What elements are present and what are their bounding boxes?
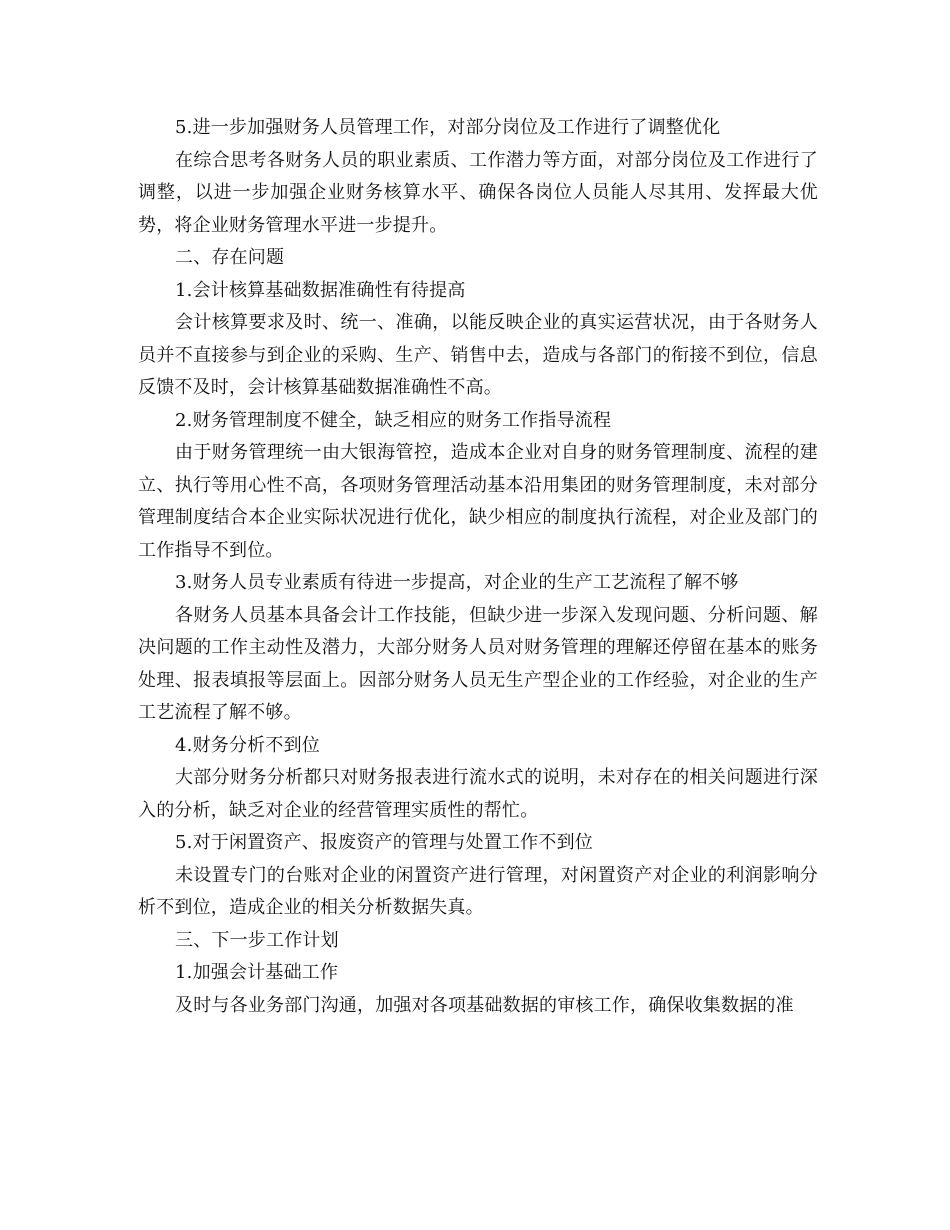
section-heading: 1.加强会计基础工作 bbox=[175, 962, 339, 983]
body-paragraph: 大部分财务分析都只对财务报表进行流水式的说明，未对存在的相关问题进行深入的分析，缺乏对企业的经营管理实质性的帮忙。 bbox=[138, 767, 818, 821]
body-paragraph: 由于财务管理统一由大银海管控，造成本企业对自身的财务管理制度、流程的建立、执行等用心性不高，各项财务管理活动基本沿用集团的财务管理制度，未对部分管理制度结合本企业实际状况进行优化，缺少相应的制度执行流程，对企业及部门的工作指导不到位。 bbox=[138, 442, 818, 561]
body-paragraph: 会计核算要求及时、统一、准确，以能反映企业的真实运营状况，由于各财务人员并不直接参与到企业的采购、生产、销售中去，造成与各部门的衔接不到位，信息反馈不及时，会计核算基础数据准确性不高。 bbox=[138, 312, 818, 398]
section-heading: 3.财务人员专业素质有待进一步提高，对企业的生产工艺流程了解不够 bbox=[175, 572, 739, 593]
section-heading: 5.进一步加强财务人员管理工作，对部分岗位及工作进行了调整优化 bbox=[175, 117, 721, 138]
section-heading: 1.会计核算基础数据准确性有待提高 bbox=[175, 279, 466, 301]
document-body bbox=[138, 112, 818, 1022]
body-paragraph: 在综合思考各财务人员的职业素质、工作潜力等方面，对部分岗位及工作进行了调整，以进一步加强企业财务核算水平、确保各岗位人员能人尽其用、发挥最大优势，将企业财务管理水平进一步提升。 bbox=[138, 149, 818, 236]
section-heading: 5.对于闲置资产、报废资产的管理与处置工作不到位 bbox=[175, 832, 593, 853]
section-heading: 三、下一步工作计划 bbox=[175, 929, 339, 951]
section-heading: 2.财务管理制度不健全，缺乏相应的财务工作指导流程 bbox=[175, 409, 612, 431]
body-paragraph: 未设置专门的台账对企业的闲置资产进行管理，对闲置资产对企业的利润影响分析不到位，造成企业的相关分析数据失真。 bbox=[138, 864, 818, 918]
section-heading: 4.财务分析不到位 bbox=[175, 734, 320, 756]
body-paragraph: 及时与各业务部门沟通，加强对各项基础数据的审核工作，确保收集数据的准 bbox=[175, 994, 794, 1016]
section-heading: 二、存在问题 bbox=[175, 247, 285, 268]
body-paragraph: 各财务人员基本具备会计工作技能，但缺少进一步深入发现问题、分析问题、解决问题的工作主动性及潜力，大部分财务人员对财务管理的理解还停留在基本的账务处理、报表填报等层面上。因部分财务人员无生产型企业的工作经验，对企业的生产工艺流程了解不够。 bbox=[138, 604, 818, 723]
